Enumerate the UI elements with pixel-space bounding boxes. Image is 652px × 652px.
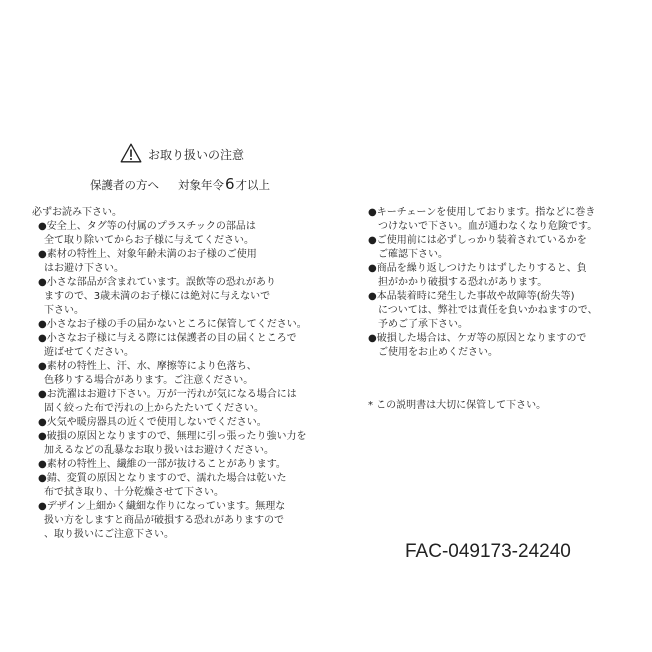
instruction-item	[38, 472, 307, 500]
instruction-line: 扱い方をしますと商品が破損する恐れがありますので	[44, 515, 284, 526]
instruction-line: 加えるなどの乱暴なお取り扱いはお避けください。	[44, 445, 274, 456]
instruction-line: はお避け下さい。	[44, 263, 124, 274]
storage-note: * この説明書は大切に保管して下さい。	[368, 400, 547, 411]
instruction-line: ●小さなお子様に与える際には保護者の目の届くところで	[38, 333, 297, 344]
instruction-line: ●デザイン上細かく繊細な作りになっています。無理な	[38, 501, 286, 512]
instruction-line: ●ご使用前には必ずしっかり装着されているかを	[368, 235, 587, 246]
instruction-line: 固く絞った布で汚れの上からたたいてください。	[44, 403, 264, 414]
instruction-line: ご確認下さい。	[378, 249, 448, 260]
instruction-line: ●素材の特性上、汗、水、摩擦等により色落ち、	[38, 361, 257, 372]
instruction-item	[368, 262, 598, 290]
instruction-line: ご使用をお止めください。	[378, 347, 498, 358]
target-age	[178, 177, 270, 193]
instruction-item	[38, 416, 307, 430]
instruction-line: ●安全上、タグ等の付属のプラスチックの部品は	[38, 221, 256, 232]
instruction-line: ●商品を繰り返しつけたりはずしたりすると、負	[368, 263, 587, 274]
instruction-line: ●破損した場合は、ケガ等の原因となりますので	[368, 333, 587, 344]
instruction-item	[38, 318, 307, 332]
audience-label: 保護者の方へ	[90, 178, 159, 192]
product-code: FAC-049173-24240	[405, 541, 571, 562]
instruction-line: ●キーチェーンを使用しております。指などに巻き	[368, 207, 596, 218]
instruction-item	[368, 332, 598, 360]
instruction-line: 色移りする場合があります。ご注意ください。	[44, 375, 254, 386]
instruction-line: 全て取り除いてからお子様に与えてください。	[44, 235, 254, 246]
instruction-line: つけないで下さい。血が通わなくなり危険です。	[378, 221, 598, 232]
instruction-item	[38, 248, 307, 276]
page-title: お取り扱いの注意	[148, 148, 245, 162]
instruction-item	[368, 290, 598, 332]
age-label: 対象年令	[178, 178, 224, 192]
instruction-line: 遊ばせてください。	[44, 347, 134, 358]
instruction-line: 予めご了承下さい。	[378, 319, 468, 330]
instruction-line: ●お洗濯はお避け下さい。万が一汚れが気になる場合には	[38, 389, 297, 400]
instruction-line: ●小さなお子様の手の届かないところに保管してください。	[38, 319, 307, 330]
instruction-line: 、取り扱いにご注意下さい。	[44, 529, 174, 540]
instruction-item	[38, 360, 307, 388]
instruction-line: 布で拭き取り、十分乾燥させて下さい。	[44, 487, 224, 498]
age-suffix: 才以上	[235, 178, 271, 192]
instruction-item	[38, 500, 307, 542]
right-instructions	[368, 206, 598, 360]
instruction-item	[38, 276, 307, 318]
instruction-line: ●小さな部品が含まれています。誤飲等の恐れがあり	[38, 277, 276, 288]
instruction-item	[38, 430, 307, 458]
warning-icon	[120, 143, 142, 163]
instruction-line: ●本品装着時に発生した事故や故障等(紛失等)	[368, 291, 575, 302]
instruction-line: については、弊社では責任を負いかねますので、	[378, 305, 598, 316]
instruction-item	[38, 388, 307, 416]
left-instructions	[32, 206, 307, 542]
instruction-line: ますので、3歳未満のお子様には絶対に与えないで	[44, 291, 271, 302]
instruction-line: 下さい。	[44, 305, 84, 316]
intro-text: 必ずお読み下さい。	[32, 207, 122, 218]
instruction-item	[38, 332, 307, 360]
instruction-item	[38, 458, 307, 472]
instruction-line: ●素材の特性上、繊維の一部が抜けることがあります。	[38, 459, 286, 470]
instruction-item	[368, 206, 598, 234]
age-value: 6	[225, 175, 235, 193]
instruction-line: ●火気や暖房器具の近くで使用しないでください。	[38, 417, 267, 428]
instruction-item	[38, 220, 307, 248]
instruction-line: 担がかかり破損する恐れがあります。	[378, 277, 548, 288]
instruction-line: ●素材の特性上、対象年齢未満のお子様のご使用	[38, 249, 257, 260]
instruction-line: ●錆、変質の原因となりますので、濡れた場合は乾いた	[38, 473, 287, 484]
instruction-item	[368, 234, 598, 262]
instruction-line: ●破損の原因となりますので、無理に引っ張ったり強い力を	[38, 431, 307, 442]
